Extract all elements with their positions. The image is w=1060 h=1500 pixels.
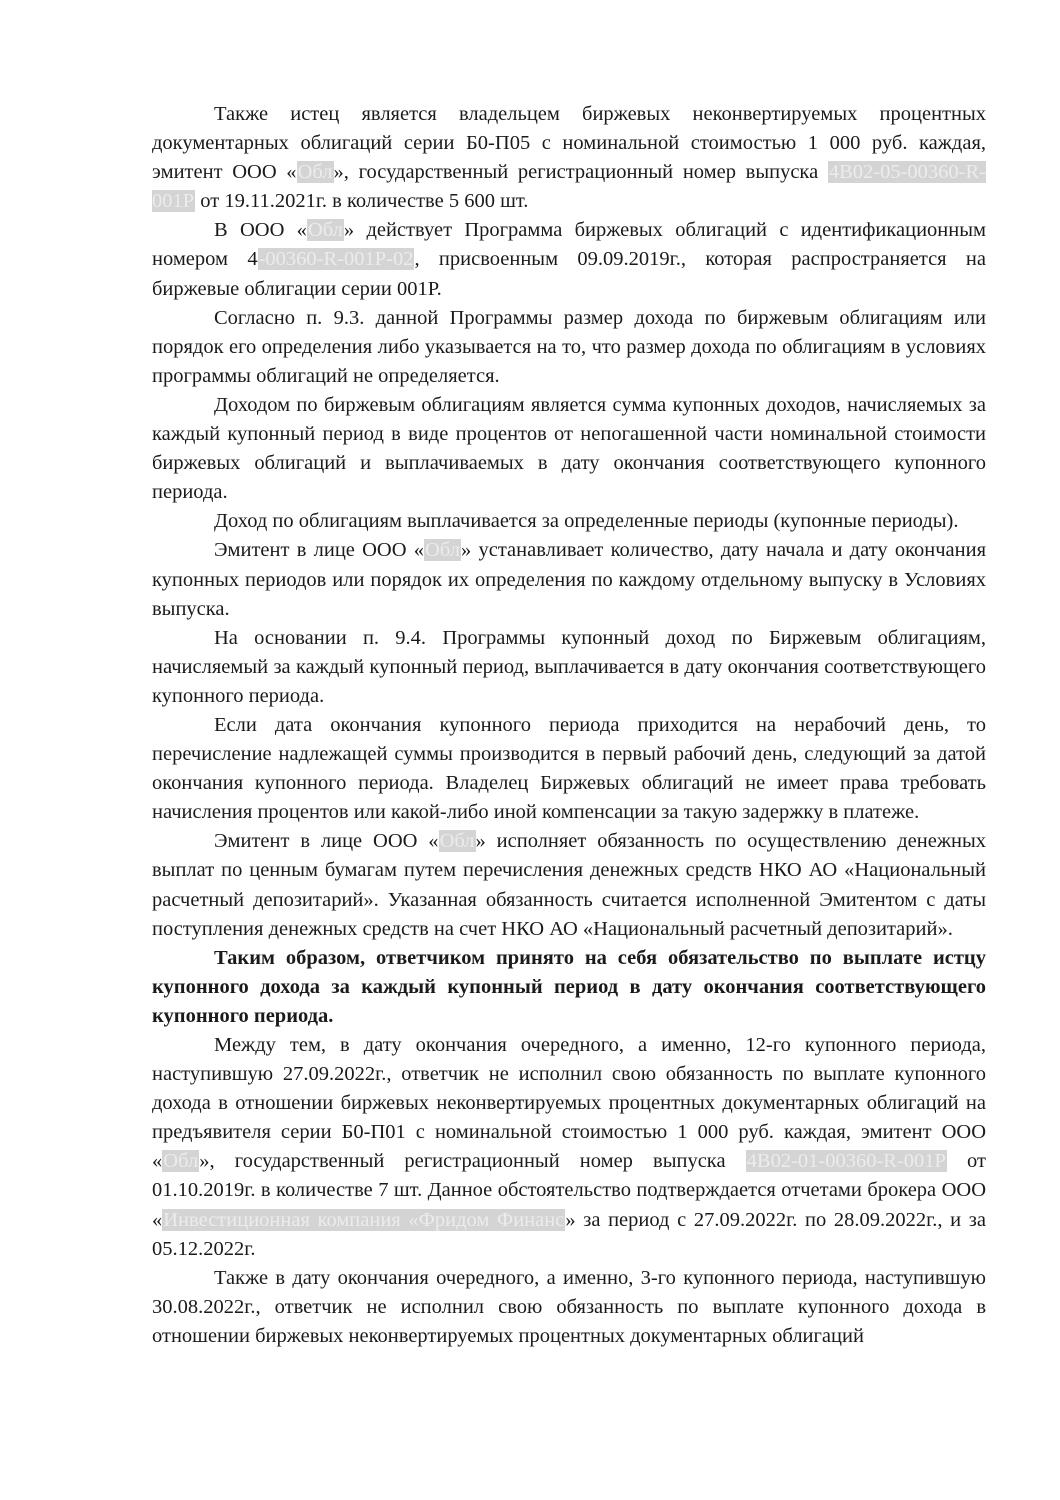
redacted-text: Обл	[425, 539, 460, 562]
text-segment: Доходом по биржевым облигациям является сумма купонных доходов, начисляемых за каждый купонный период в виде процентов от непогашенной части номинальной стоимости биржевых облигаций и выплачиваемых в дату окончания соответствующего купонного периода.	[152, 393, 986, 504]
text-segment: », государственный регистрационный номер выпуска	[199, 1150, 746, 1173]
text-segment: от 19.11.2021г. в количестве 5 600 шт.	[195, 190, 529, 213]
text-segment: Между тем, в дату окончания очередного, а именно, 12-го купонного периода, наступившую 27.09.2022г., ответчик не исполнил свою обязанность по выплате купонного дохода в отношении биржевых неконвертируемых процентных документарных облигаций на предъявителя серии Б0-П01 с номинальной стоимостью 1 000 руб. каждая, эмитент ООО «	[152, 1034, 986, 1173]
text-segment: » устанавливает количество, дату начала и дату окончания купонных периодов или порядок их определения по каждому отдельному выпуску в Условиях выпуска.	[152, 539, 986, 620]
text-segment: Также в дату окончания очередного, а именно, 3-го купонного периода, наступившую 30.08.2022г., ответчик не исполнил свою обязанность по выплате купонного дохода в отношении биржевых неконвертируемых процентных документарных облигаций	[152, 1266, 986, 1347]
bold-paragraph	[152, 944, 986, 1031]
text-segment: Согласно п. 9.3. данной Программы размер дохода по биржевым облигациям или порядок его определения либо указывается на то, что размер дохода по облигациям в условиях программы облигаций не определяется.	[152, 306, 986, 387]
redacted-text: Обл	[163, 1150, 199, 1173]
text-segment: Таким образом, ответчиком принято на себя обязательство по выплате истцу купонного дохода за каждый купонный период в дату окончания соответствующего купонного периода.	[152, 946, 986, 1027]
paragraph	[152, 536, 986, 623]
redacted-text: Инвестиционная компания «Фридом Финанс	[163, 1208, 565, 1231]
text-segment: Если дата окончания купонного периода приходится на нерабочий день, то перечисление надлежащей суммы производится в первый рабочий день, следующий за датой окончания купонного периода. Владелец Биржевых облигаций не имеет права требовать начисления процентов или какой-либо иной компенсации за такую задержку в платеже.	[152, 713, 986, 824]
redacted-text: -00360-R-001P-02	[258, 248, 414, 271]
paragraph	[152, 1264, 986, 1351]
text-segment: В ООО «	[214, 219, 307, 242]
paragraph	[152, 304, 986, 391]
redacted-text: 4В02-01-00360-R-001P	[746, 1150, 946, 1173]
text-segment: На основании п. 9.4. Программы купонный доход по Биржевым облигациям, начисляемый за каждый купонный период, выплачивается в дату окончания соответствующего купонного периода.	[152, 626, 986, 707]
paragraph	[152, 624, 986, 711]
redacted-text: Обл	[297, 161, 333, 184]
redacted-text: 4В02-05-00360-R-001P	[152, 161, 986, 213]
text-segment: Эмитент в лице ООО «	[214, 830, 439, 853]
text-segment: Также истец является владельцем биржевых неконвертируемых процентных документарных облигаций серии Б0-П05 с номинальной стоимостью 1 000 руб. каждая, эмитент ООО «	[152, 103, 986, 184]
paragraph	[152, 507, 986, 536]
redacted-text: Обл	[439, 830, 475, 853]
paragraph	[152, 711, 986, 827]
paragraph	[152, 216, 986, 303]
paragraph	[152, 827, 986, 943]
text-segment: » действует Программа биржевых облигаций с идентификационным номером 4	[152, 219, 986, 271]
text-segment: Доход по облигациям выплачивается за определенные периоды (купонные периоды).	[214, 510, 959, 533]
text-segment: » за период с 27.09.2022г. по 28.09.2022г., и за 05.12.2022г.	[152, 1208, 986, 1260]
text-segment: , присвоенным 09.09.2019г., которая распространяется на биржевые облигации серии 001Р.	[152, 248, 987, 300]
paragraph	[152, 1031, 986, 1264]
paragraph	[152, 391, 986, 507]
document-page	[152, 100, 986, 1351]
text-segment: » исполняет обязанность по осуществлению денежных выплат по ценным бумагам путем перечисления денежных средств НКО АО «Национальный расчетный депозитарий». Указанная обязанность считается исполненной Эмитентом с даты поступления денежных средств на счет НКО АО «Национальный расчетный депозитарий».	[152, 830, 987, 940]
text-segment: Эмитент в лице ООО «	[214, 539, 425, 562]
paragraph	[152, 100, 986, 216]
text-segment: », государственный регистрационный номер выпуска	[333, 161, 828, 184]
redacted-text: Обл	[307, 219, 343, 242]
text-segment: от 01.10.2019г. в количестве 7 шт. Данное обстоятельство подтверждается отчетами брокера ООО «	[152, 1150, 986, 1231]
